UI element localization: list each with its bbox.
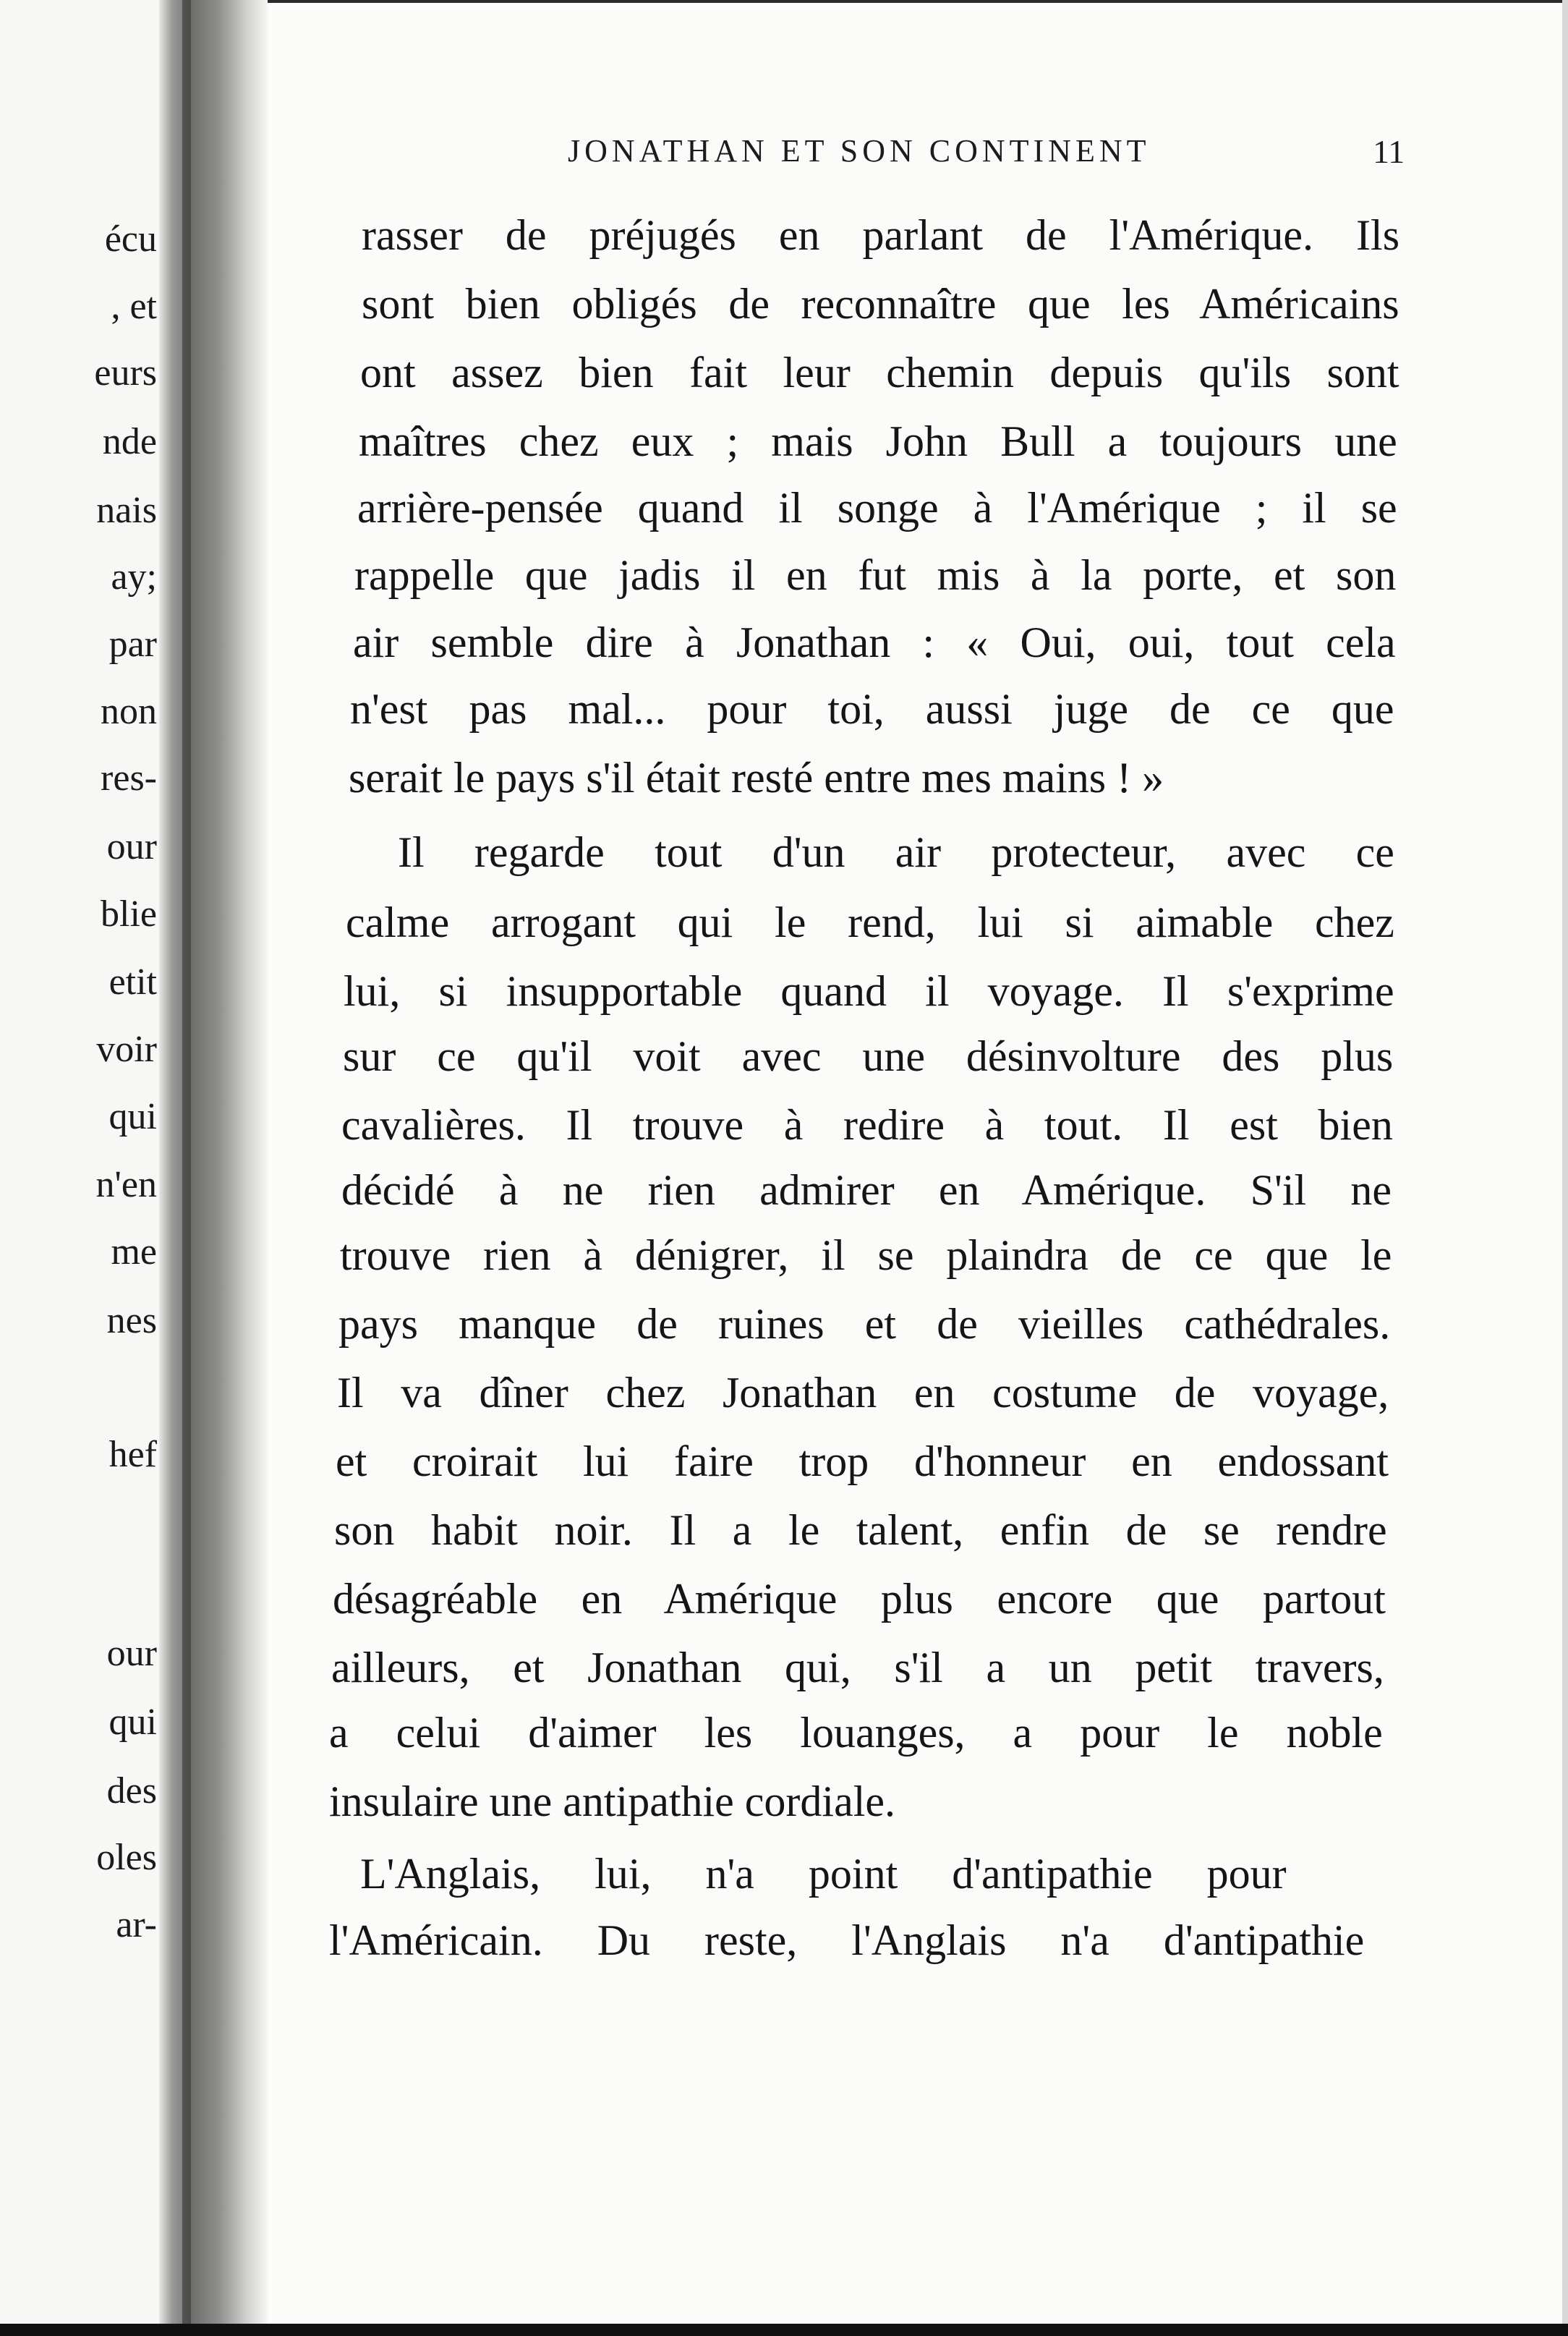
text-line: cavalières. Il trouve à redire à tout. Il est bien (341, 1101, 1393, 1149)
text-line: maîtres chez eux ; mais John Bull a toujours une (359, 417, 1397, 465)
left-page-text-fragment: nais (96, 490, 157, 531)
text-line: L'Anglais, lui, n'a point d'antipathie pour (360, 1850, 1287, 1898)
text-line: lui, si insupportable quand il voyage. Il s'exprime (344, 967, 1394, 1015)
text-line: arrière-pensée quand il songe à l'Amérique ; il se (357, 484, 1397, 532)
text-line: insulaire une antipathie cordiale. (329, 1778, 896, 1825)
text-line: décidé à ne rien admirer en Amérique. S'il ne (341, 1166, 1392, 1214)
left-page-text-fragment: écu (104, 218, 157, 260)
left-page-text-fragment: , et (111, 286, 157, 327)
left-page-text-fragment: non (101, 691, 157, 732)
running-head: JONATHAN ET SON CONTINENT (568, 133, 1151, 169)
scan-bottom-border (0, 2324, 1568, 2336)
left-page-text-fragment: ay; (111, 556, 157, 598)
left-page-text-fragment: des (106, 1770, 157, 1812)
text-line: pays manque de ruines et de vieilles cathédrales. (338, 1300, 1391, 1348)
page-edge-line (182, 0, 191, 2336)
page-number: 11 (1373, 133, 1405, 170)
text-line: serait le pays s'il était resté entre mes mains ! » (349, 754, 1164, 802)
left-page-text-fragment: nes (106, 1300, 157, 1341)
text-line: n'est pas mal... pour toi, aussi juge de ce que (350, 685, 1394, 733)
text-line: Il va dîner chez Jonathan en costume de voyage, (337, 1369, 1389, 1417)
text-line: air semble dire à Jonathan : « Oui, oui, tout cela (353, 619, 1396, 666)
left-page-text-fragment: par (108, 624, 157, 665)
left-page-text-fragment: qui (108, 1702, 157, 1743)
left-page-text-fragment: our (106, 1633, 157, 1674)
left-facing-page (0, 0, 163, 2336)
text-line: son habit noir. Il a le talent, enfin de se rendre (334, 1506, 1387, 1554)
text-line: calme arrogant qui le rend, lui si aimable chez (346, 899, 1394, 946)
left-page-text-fragment: hef (108, 1434, 157, 1475)
left-page-text-fragment: etit (108, 961, 157, 1003)
text-line: trouve rien à dénigrer, il se plaindra de ce que le (340, 1231, 1392, 1279)
text-line: a celui d'aimer les louanges, a pour le noble (329, 1709, 1383, 1757)
text-line: ailleurs, et Jonathan qui, s'il a un petit travers, (331, 1644, 1384, 1691)
left-page-text-fragment: qui (108, 1096, 157, 1137)
left-page-text-fragment: nde (102, 421, 157, 462)
text-line: et croirait lui faire trop d'honneur en endossant (336, 1437, 1389, 1485)
left-page-text-fragment: voir (96, 1029, 157, 1070)
left-page-text-fragment: oles (96, 1837, 157, 1878)
left-page-text-fragment: eurs (94, 352, 157, 394)
book-gutter-shadow (159, 0, 268, 2336)
text-line: rappelle que jadis il en fut mis à la porte, et son (354, 551, 1397, 599)
left-page-text-fragment: ar- (116, 1904, 157, 1945)
left-page-text-fragment: blie (101, 893, 157, 935)
left-page-text-fragment: n'en (95, 1164, 157, 1205)
text-line: Il regarde tout d'un air protecteur, avec ce (398, 828, 1394, 876)
text-line: l'Américain. Du reste, l'Anglais n'a d'antipathie (329, 1916, 1365, 1964)
text-line: rasser de préjugés en parlant de l'Amérique. Ils (362, 211, 1400, 259)
left-page-text-fragment: me (111, 1231, 157, 1273)
left-page-text-fragment: res- (101, 757, 157, 799)
left-page-text-fragment: our (106, 826, 157, 867)
text-line: ont assez bien fait leur chemin depuis qu'ils sont (360, 349, 1399, 396)
text-line: sont bien obligés de reconnaître que les Américains (362, 280, 1399, 328)
text-line: désagréable en Amérique plus encore que partout (333, 1575, 1386, 1623)
text-line: sur ce qu'il voit avec une désinvolture des plus (343, 1032, 1394, 1080)
scan-right-border (1562, 0, 1568, 2336)
